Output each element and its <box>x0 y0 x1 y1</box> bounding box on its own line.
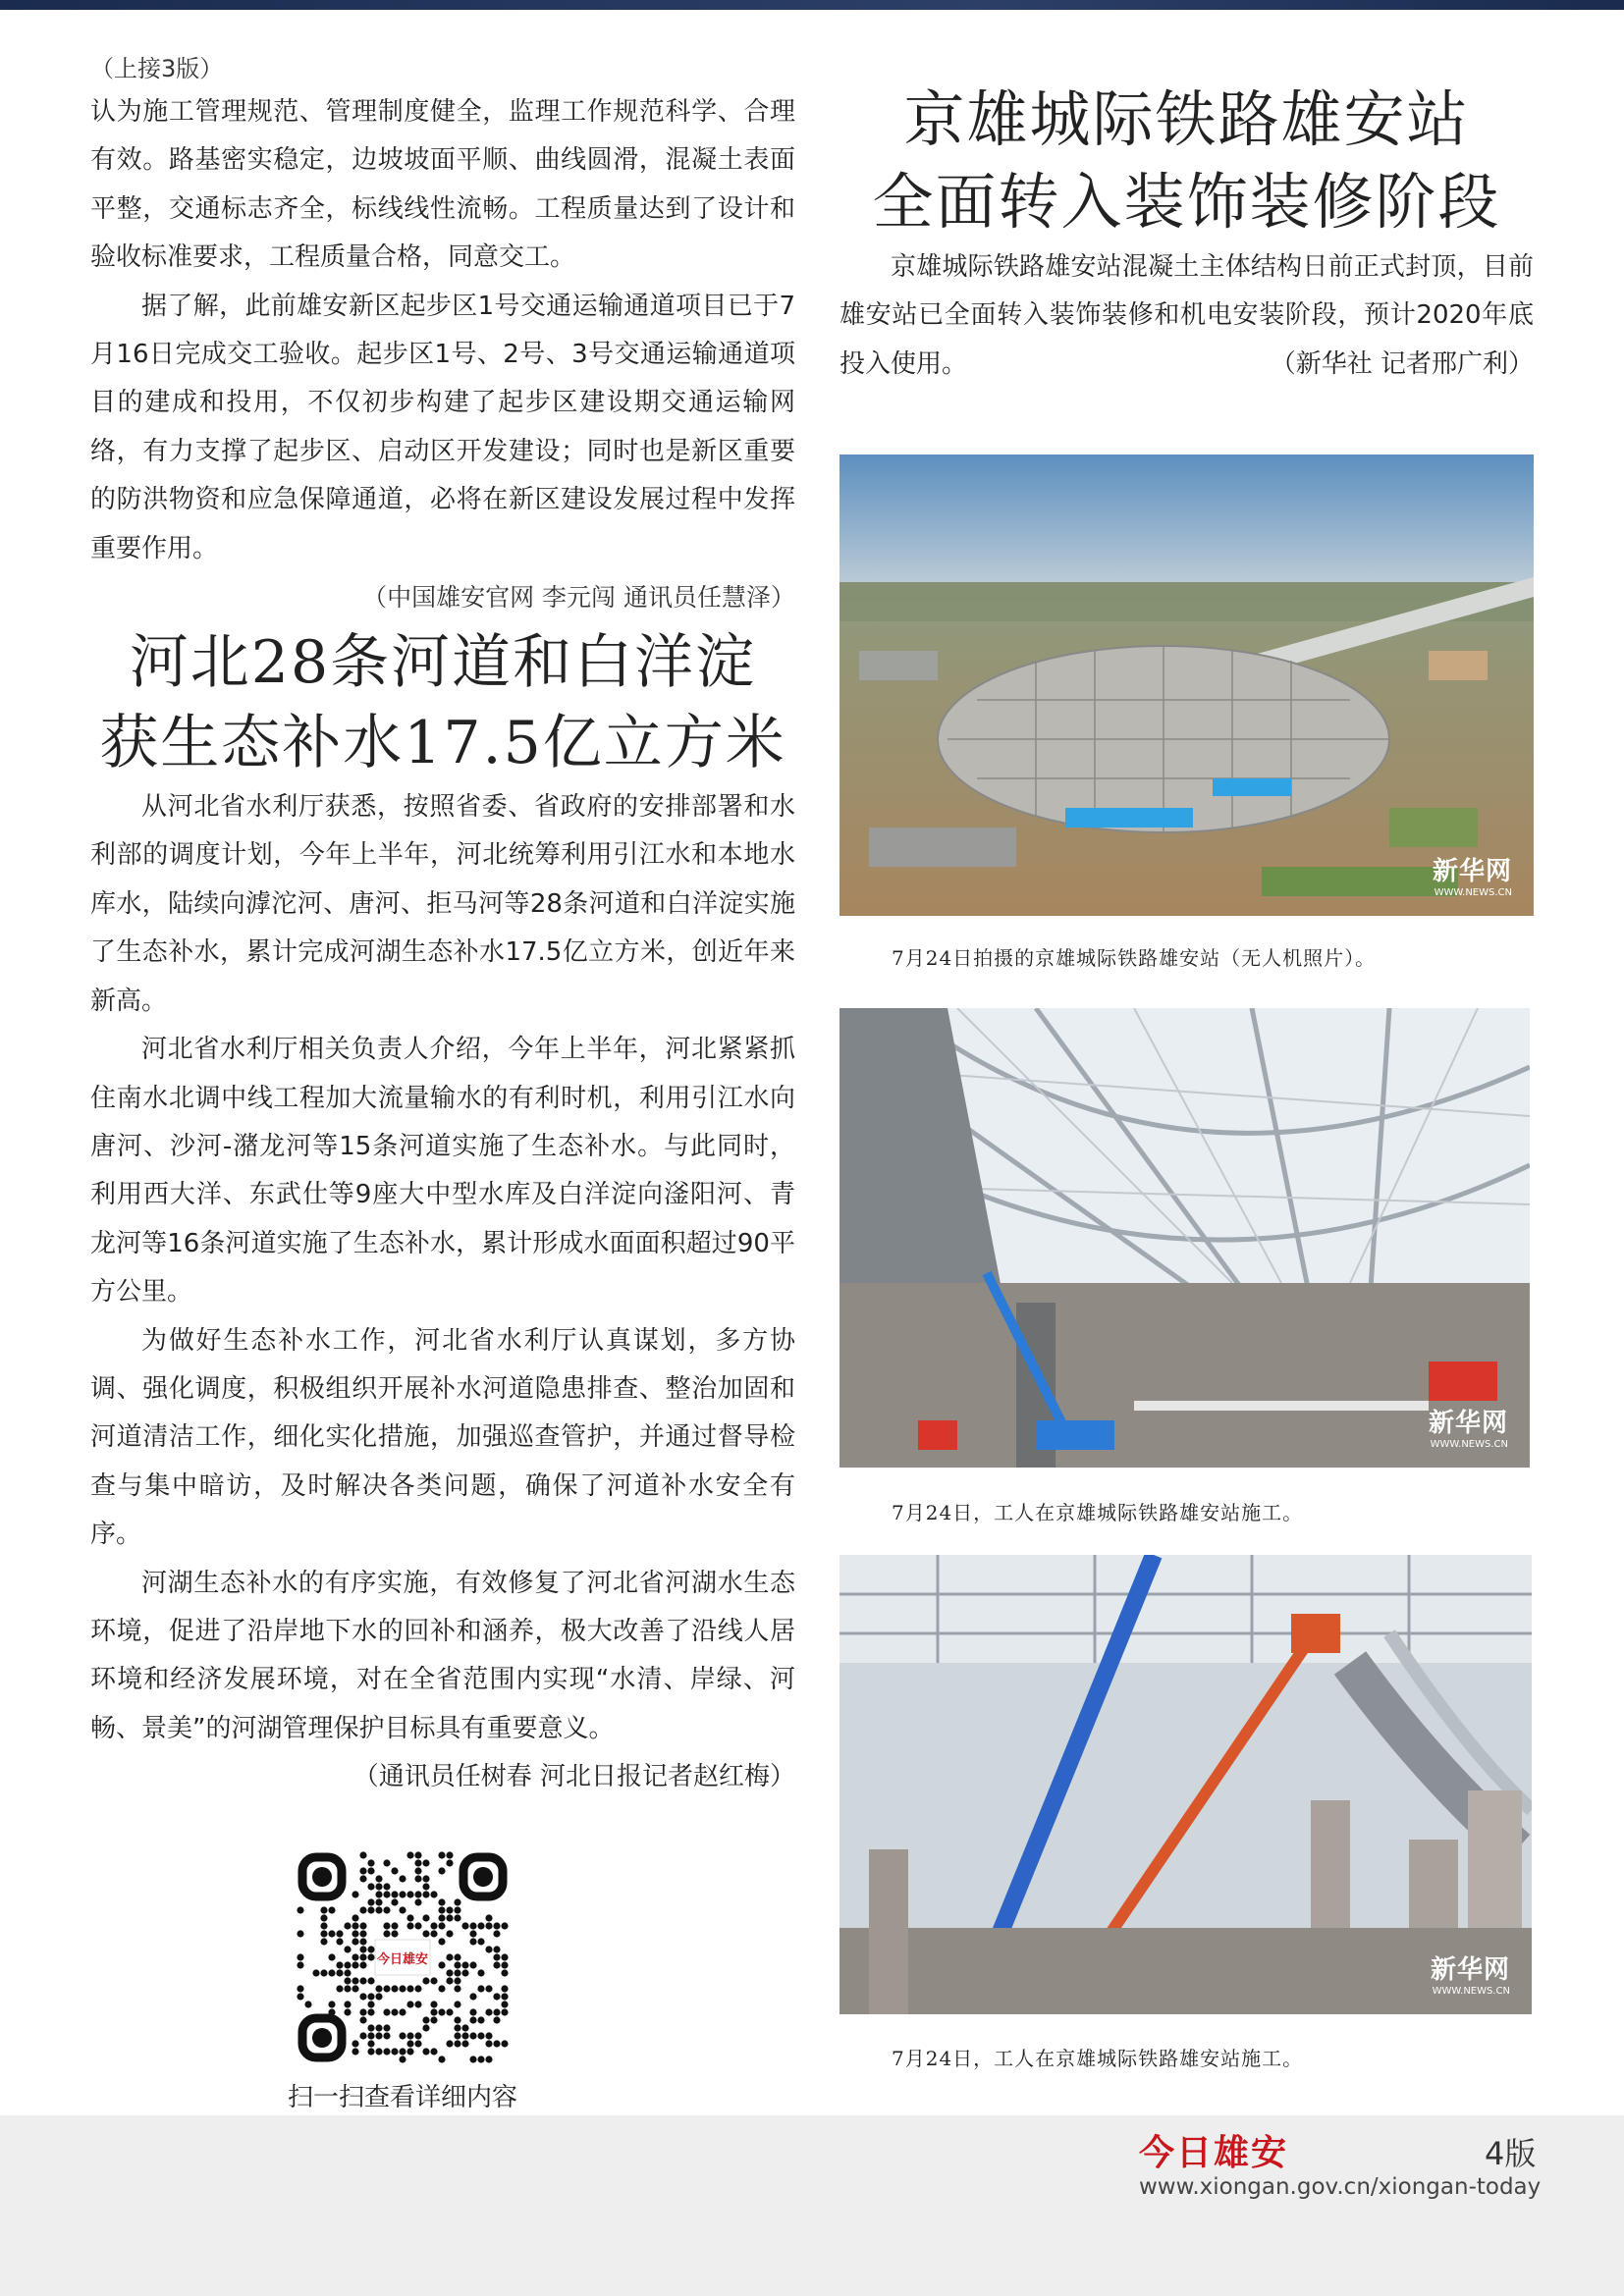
photo2-caption: 7月24日，工人在京雄城际铁路雄安站施工。 <box>892 1501 1304 1524</box>
article2-paragraph-1: 从河北省水利厅获悉，按照省委、省政府的安排部署和水利部的调度计划，今年上半年，河北统筹利用引江水和本地水库水，陆续向滹沱河、唐河、拒马河等28条河道和白洋淀实施了生态补水，累计完成河湖生态补水17.5亿立方米，创近年来新高。 <box>90 792 795 1016</box>
photo3-watermark-text: 新华网 <box>1430 1955 1510 1985</box>
page-footer <box>0 2115 1624 2296</box>
article2-byline: （通讯员任树春 河北日报记者赵红梅） <box>352 1762 795 1792</box>
left-column <box>90 49 795 1802</box>
article1-paragraph-2: 据了解，此前雄安新区起步区1号交通运输通道项目已于7月16日完成交工验收。起步区1号、2号、3号交通运输通道项目的建成和投用，不仅初步构建了起步区建设期交通运输网络，有力支撑了起步区、启动区开发建设；同时也是新区重要的防洪物资和应急保障通道，必将在新区建设发展过程中发挥重要作用。 <box>90 291 795 563</box>
article2-paragraph-3: 为做好生态补水工作，河北省水利厅认真谋划，多方协调、强化调度，积极组织开展补水河道隐患排查、整治加固和河道清洁工作，细化实化措施，加强巡查管护，并通过督导检查与集中暗访，及时解决各类问题，确保了河道补水安全有序。 <box>90 1325 795 1550</box>
photo-interior-roof <box>839 1008 1530 1468</box>
footer-logo: 今日雄安 <box>1139 2132 1289 2173</box>
photo-aerial-station <box>839 454 1534 916</box>
article2-headline <box>90 622 795 783</box>
article3-byline: （新华社 记者邢广利） <box>1270 348 1534 379</box>
qr-code[interactable] <box>295 1849 511 2069</box>
article3-headline <box>839 79 1534 243</box>
photo2-watermark-url: WWW.NEWS.CN <box>1430 1439 1508 1450</box>
footer-url[interactable]: www.xiongan.gov.cn/xiongan-today <box>1139 2174 1542 2200</box>
article3-intro-text: 京雄城际铁路雄安站混凝土主体结构日前正式封顶，目前雄安站已全面转入装饰装修和机电安装阶段，预计2020年底投入使用。 <box>839 252 1534 379</box>
qr-caption: 扫一扫查看详细内容 <box>287 2083 517 2112</box>
top-banner-bar <box>0 0 1624 10</box>
continued-note: （上接3版） <box>90 55 224 82</box>
article3-intro <box>839 243 1534 389</box>
article2-paragraph-4 <box>90 1560 795 1792</box>
photo1-watermark-text: 新华网 <box>1432 857 1512 886</box>
article3-headline-line2: 全面转入装饰装修阶段 <box>872 166 1501 238</box>
article3-headline-line1: 京雄城际铁路雄安站 <box>903 83 1470 155</box>
qr-code-image <box>295 1849 511 2065</box>
page-number: 4版 <box>1485 2135 1537 2172</box>
photo3-caption: 7月24日，工人在京雄城际铁路雄安站施工。 <box>892 2047 1304 2070</box>
photo2-watermark <box>1429 1403 1508 1450</box>
photo1-caption: 7月24日拍摄的京雄城际铁路雄安站（无人机照片）。 <box>892 946 1377 970</box>
photo-workers-lifts <box>839 1555 1532 2014</box>
qr-center-label: 今日雄安 <box>376 1952 429 1967</box>
photo3-watermark-url: WWW.NEWS.CN <box>1432 1986 1510 1997</box>
photo1-watermark-url: WWW.NEWS.CN <box>1434 887 1512 898</box>
photo3-watermark <box>1431 1949 1510 1997</box>
article2-headline-line2: 获生态补水17.5亿立方米 <box>99 709 786 778</box>
article2-headline-line1: 河北28条河道和白洋淀 <box>129 628 757 698</box>
photo1-watermark <box>1433 851 1512 898</box>
right-column <box>839 79 1534 389</box>
article1-paragraph-1: 认为施工管理规范、管理制度健全，监理工作规范科学、合理有效。路基密实稳定，边坡坡面平顺、曲线圆滑，混凝土表面平整，交通标志齐全，标线线性流畅。工程质量达到了设计和验收标准要求，工程质量合格，同意交工。 <box>90 97 795 273</box>
photo2-watermark-text: 新华网 <box>1428 1409 1508 1438</box>
article2-paragraph-2: 河北省水利厅相关负责人介绍，今年上半年，河北紧紧抓住南水北调中线工程加大流量输水的有利时机，利用引江水向唐河、沙河-潴龙河等15条河道实施了生态补水。与此同时，利用西大洋、东武仕等9座大中型水库及白洋淀向滏阳河、青龙河等16条河道实施了生态补水，累计形成水面面积超过90平方公里。 <box>90 1035 795 1308</box>
article2-paragraph-4-text: 河湖生态补水的有序实施，有效修复了河北省河湖水生态环境，促进了沿岸地下水的回补和涵养，极大改善了沿线人居环境和经济发展环境，对在全省范围内实现“水清、岸绿、河畅、景美”的河湖管理保护目标具有重要意义。 <box>90 1568 795 1743</box>
article1-byline: （中国雄安官网 李元闯 通讯员任慧泽） <box>362 583 795 613</box>
